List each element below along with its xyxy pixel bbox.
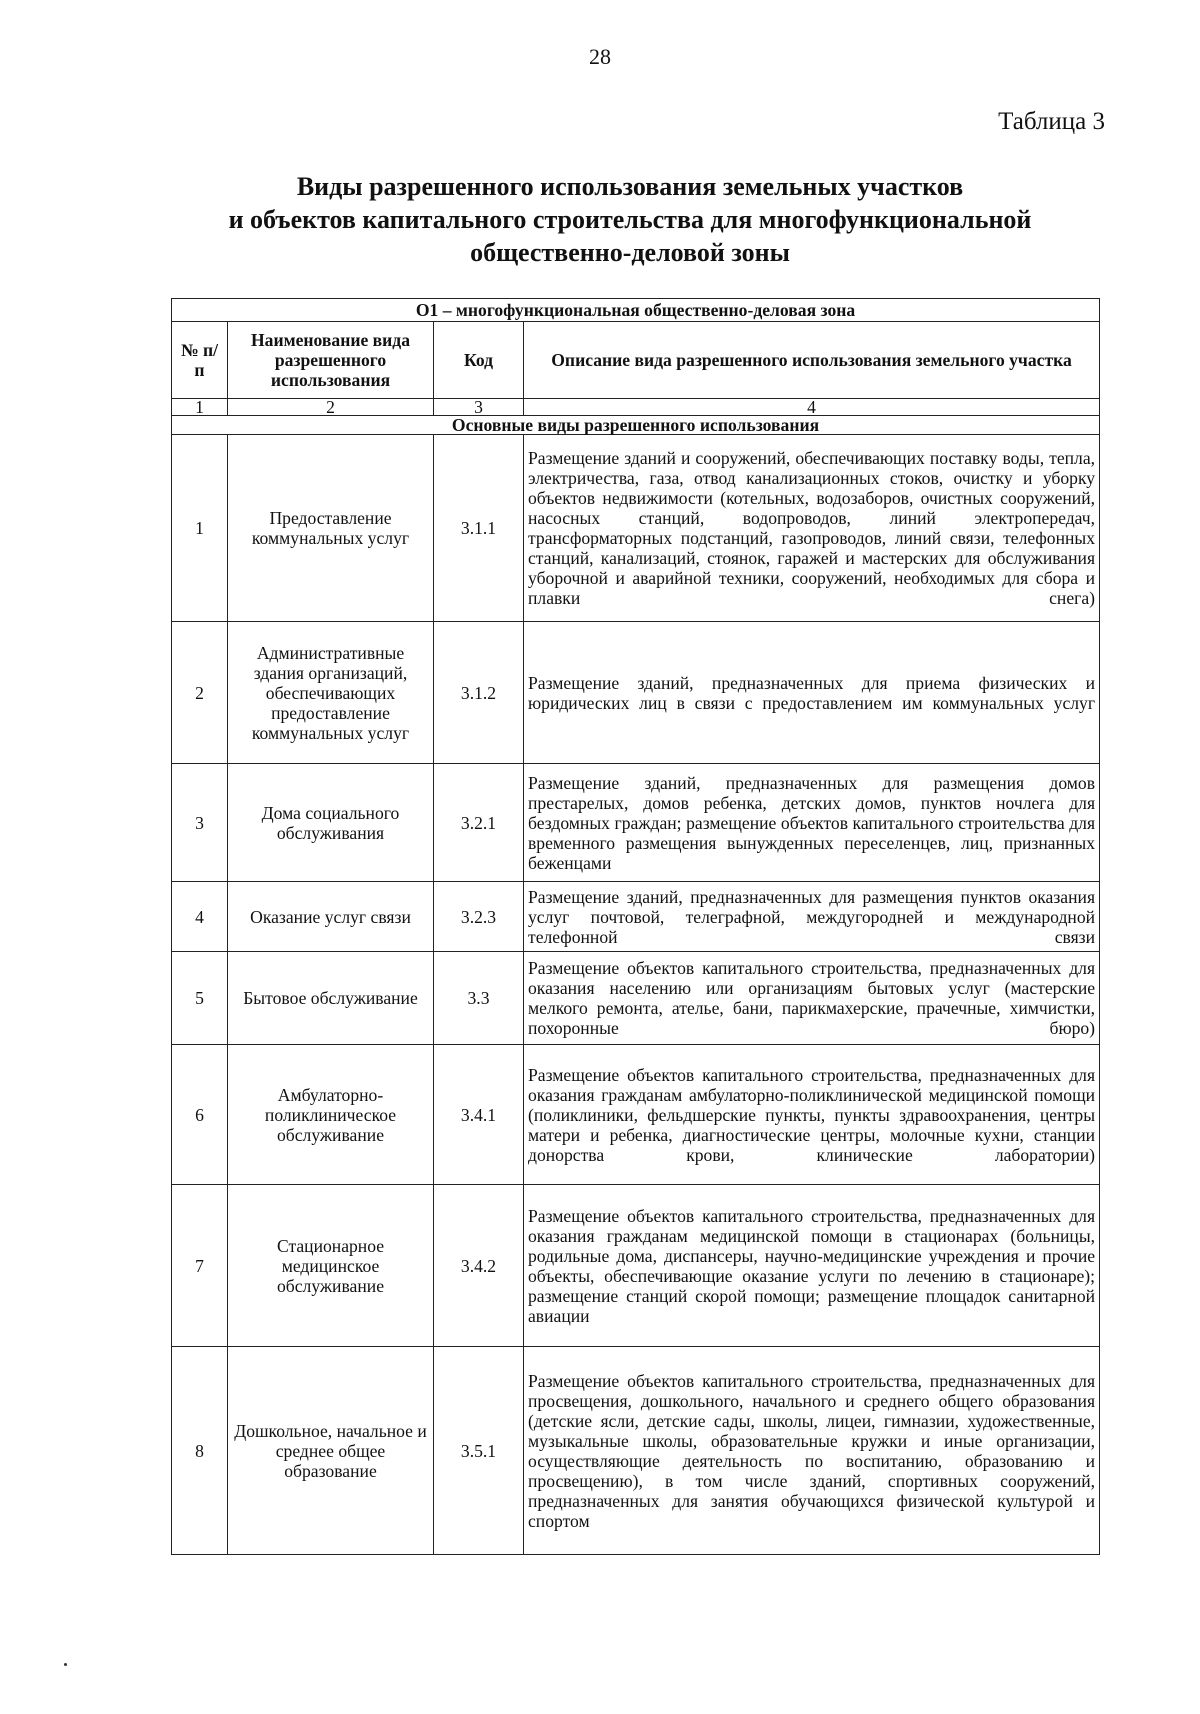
row-number: 1 — [172, 435, 228, 622]
document-title — [160, 170, 1100, 269]
row-use-name: Дошкольное, начальное и среднее общее образование — [228, 1347, 434, 1555]
column-number: 4 — [524, 399, 1100, 416]
row-number: 7 — [172, 1185, 228, 1347]
row-code: 3.2.3 — [434, 882, 524, 952]
row-use-name: Амбулаторно-поликлиническое обслуживание — [228, 1045, 434, 1185]
row-number: 4 — [172, 882, 228, 952]
column-number: 3 — [434, 399, 524, 416]
table-row — [172, 622, 1100, 764]
row-use-name: Стационарное медицинское обслуживание — [228, 1185, 434, 1347]
row-code: 3.4.2 — [434, 1185, 524, 1347]
page-number: 28 — [589, 44, 611, 69]
row-use-name: Дома социального обслуживания — [228, 764, 434, 882]
row-code: 3.3 — [434, 952, 524, 1045]
zone-header: О1 – многофункциональная общественно-деловая зона — [172, 299, 1100, 322]
title-line: общественно-деловой зоны — [470, 238, 790, 267]
row-number: 8 — [172, 1347, 228, 1555]
row-description: Размещение зданий, предназначенных для приема физических и юридических лиц в связи с предоставлением им коммунальных услуг — [524, 622, 1100, 764]
row-use-name: Бытовое обслуживание — [228, 952, 434, 1045]
column-number: 1 — [172, 399, 228, 416]
title-line: и объектов капитального строительства для многофункциональной — [228, 205, 1032, 234]
row-use-name: Административные здания организаций, обеспечивающих предоставление коммунальных услуг — [228, 622, 434, 764]
table-row — [172, 435, 1100, 622]
row-number: 6 — [172, 1045, 228, 1185]
section-row — [172, 416, 1100, 435]
row-number: 3 — [172, 764, 228, 882]
row-code: 3.2.1 — [434, 764, 524, 882]
land-use-table — [171, 298, 1100, 1555]
scan-speck — [64, 1663, 67, 1666]
table-row — [172, 1347, 1100, 1555]
row-use-name: Оказание услуг связи — [228, 882, 434, 952]
table-label: Таблица 3 — [998, 108, 1105, 135]
section-title: Основные виды разрешенного использования — [172, 416, 1100, 435]
row-number: 2 — [172, 622, 228, 764]
header-name: Наименование вида разрешенного использования — [228, 322, 434, 399]
row-number: 5 — [172, 952, 228, 1045]
row-description: Размещение объектов капитального строительства, предназначенных для просвещения, дошкольного, начального и среднего общего образования (детские ясли, детские сады, школы, лицеи, гимназии, художественные, музыкальные школы, образовательные кружки и иные организации, осуществляющие деятельность по воспитанию, образованию и просвещению), в том числе зданий, спортивных сооружений, предназначенных для занятия обучающихся физической культурой и спортом — [524, 1347, 1100, 1555]
table-row — [172, 1045, 1100, 1185]
table-row — [172, 952, 1100, 1045]
column-header-row — [172, 322, 1100, 399]
zone-header-row — [172, 299, 1100, 322]
header-num: № п/п — [172, 322, 228, 399]
column-numbers-row — [172, 399, 1100, 416]
row-description: Размещение объектов капитального строительства, предназначенных для оказания гражданам медицинской помощи в стационарах (больницы, родильные дома, диспансеры, научно-медицинские учреждения и прочие объекты, обеспечивающие оказание услуги по лечению в стационаре); размещение станций скорой помощи; размещение площадок санитарной авиации — [524, 1185, 1100, 1347]
table-row — [172, 882, 1100, 952]
column-number: 2 — [228, 399, 434, 416]
header-desc: Описание вида разрешенного использования земельного участка — [524, 322, 1100, 399]
row-code: 3.1.2 — [434, 622, 524, 764]
row-description: Размещение объектов капитального строительства, предназначенных для оказания населению или организациям бытовых услуг (мастерские мелкого ремонта, ателье, бани, парикмахерские, прачечные, химчистки, похоронные бюро) — [524, 952, 1100, 1045]
row-use-name: Предоставление коммунальных услуг — [228, 435, 434, 622]
table-row — [172, 1185, 1100, 1347]
row-code: 3.4.1 — [434, 1045, 524, 1185]
title-line: Виды разрешенного использования земельных участков — [296, 172, 964, 201]
row-description: Размещение объектов капитального строительства, предназначенных для оказания гражданам амбулаторно-поликлинической медицинской помощи (поликлиники, фельдшерские пункты, пункты здравоохранения, центры матери и ребенка, диагностические центры, молочные кухни, станции донорства крови, клинические лаборатории) — [524, 1045, 1100, 1185]
row-description: Размещение зданий и сооружений, обеспечивающих поставку воды, тепла, электричества, газа, отвод канализационных стоков, очистку и уборку объектов недвижимости (котельных, водозаборов, очистных сооружений, насосных станций, водопроводов, линий электропередач, трансформаторных подстанций, газопроводов, линий связи, телефонных станций, канализаций, стоянок, гаражей и мастерских для обслуживания уборочной и аварийной техники, сооружений, необходимых для сбора и плавки снега) — [524, 435, 1100, 622]
row-description: Размещение зданий, предназначенных для размещения пунктов оказания услуг почтовой, телеграфной, междугородней и международной телефонной связи — [524, 882, 1100, 952]
row-code: 3.5.1 — [434, 1347, 524, 1555]
table-row — [172, 764, 1100, 882]
header-code: Код — [434, 322, 524, 399]
row-code: 3.1.1 — [434, 435, 524, 622]
row-description: Размещение зданий, предназначенных для размещения домов престарелых, домов ребенка, детских домов, пунктов ночлега для бездомных граждан; размещение объектов капитального строительства для временного размещения вынужденных переселенцев, лиц, признанных беженцами — [524, 764, 1100, 882]
